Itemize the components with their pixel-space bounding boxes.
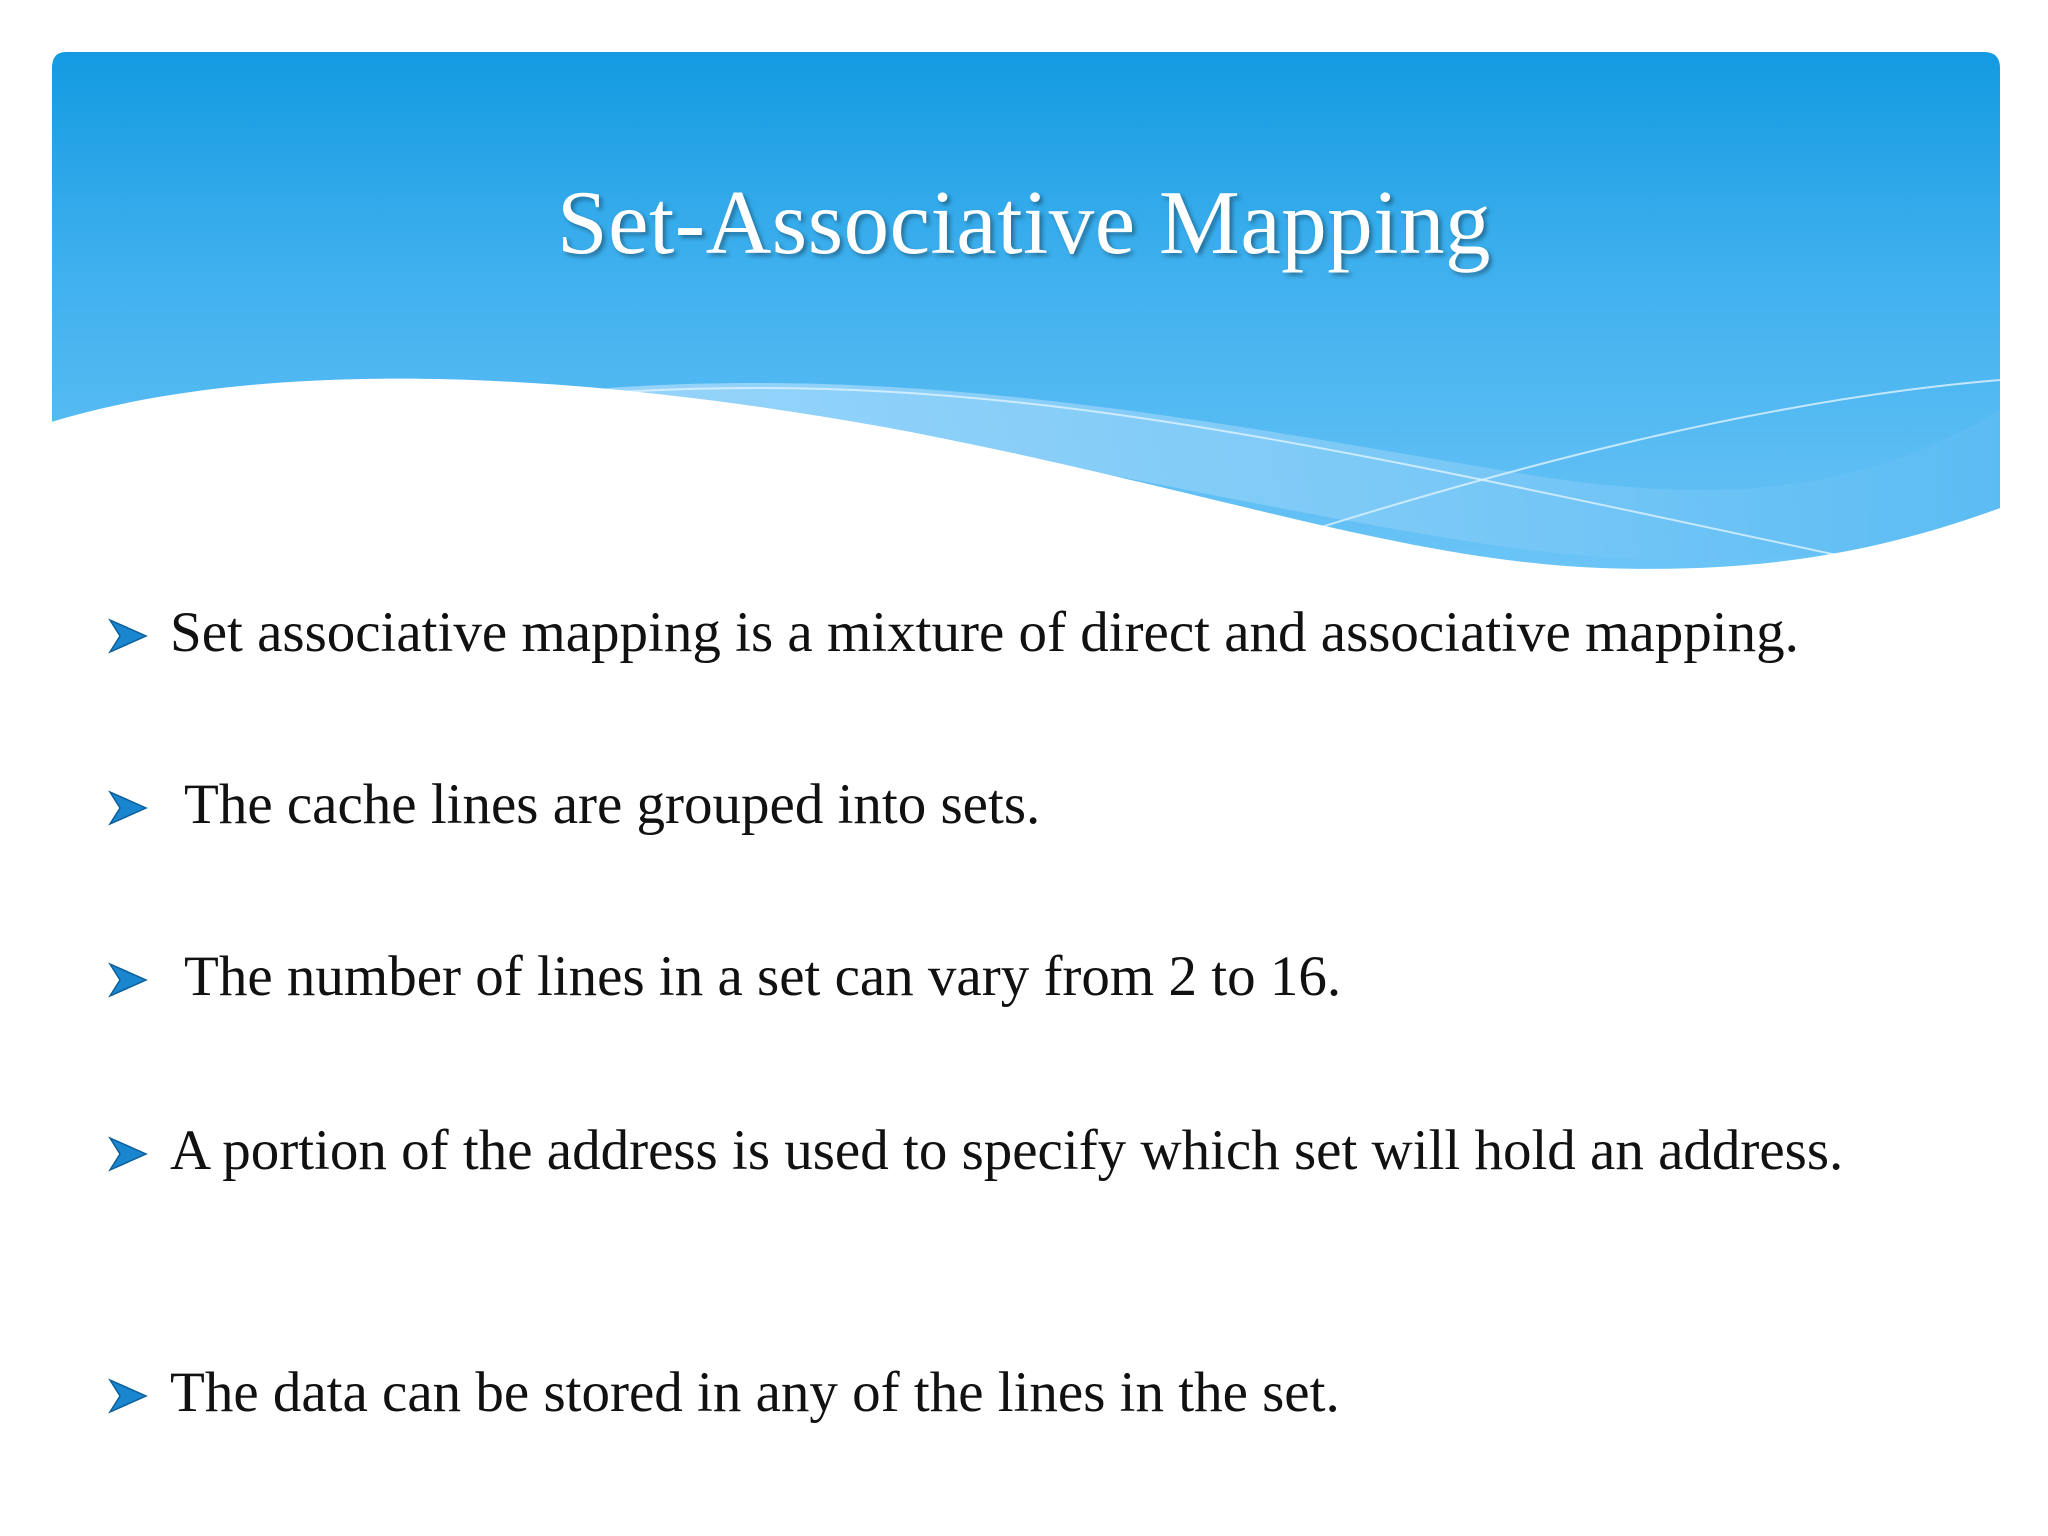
arrow-bullet-icon	[108, 1378, 148, 1414]
bullet-text: The cache lines are grouped into sets.	[184, 773, 1041, 836]
slide-title: Set-Associative Mapping	[557, 172, 1491, 273]
header-banner	[0, 0, 2048, 600]
list-item	[108, 772, 1938, 838]
bullet-text: A portion of the address is used to specify which set will hold an address.	[170, 1119, 1844, 1182]
arrow-bullet-icon	[108, 1136, 148, 1172]
header-wave-background	[0, 0, 2048, 600]
bullet-text: The number of lines in a set can vary from 2 to 16.	[184, 945, 1342, 1008]
bullet-text: Set associative mapping is a mixture of direct and associative mapping.	[170, 601, 1799, 664]
bullet-text: The data can be stored in any of the lines in the set.	[170, 1361, 1340, 1424]
list-item	[108, 1118, 1938, 1184]
arrow-bullet-icon	[108, 962, 148, 998]
list-item	[108, 600, 1938, 666]
arrow-bullet-icon	[108, 618, 148, 654]
list-item	[108, 944, 1938, 1010]
list-item	[108, 1360, 1938, 1426]
arrow-bullet-icon	[108, 790, 148, 826]
